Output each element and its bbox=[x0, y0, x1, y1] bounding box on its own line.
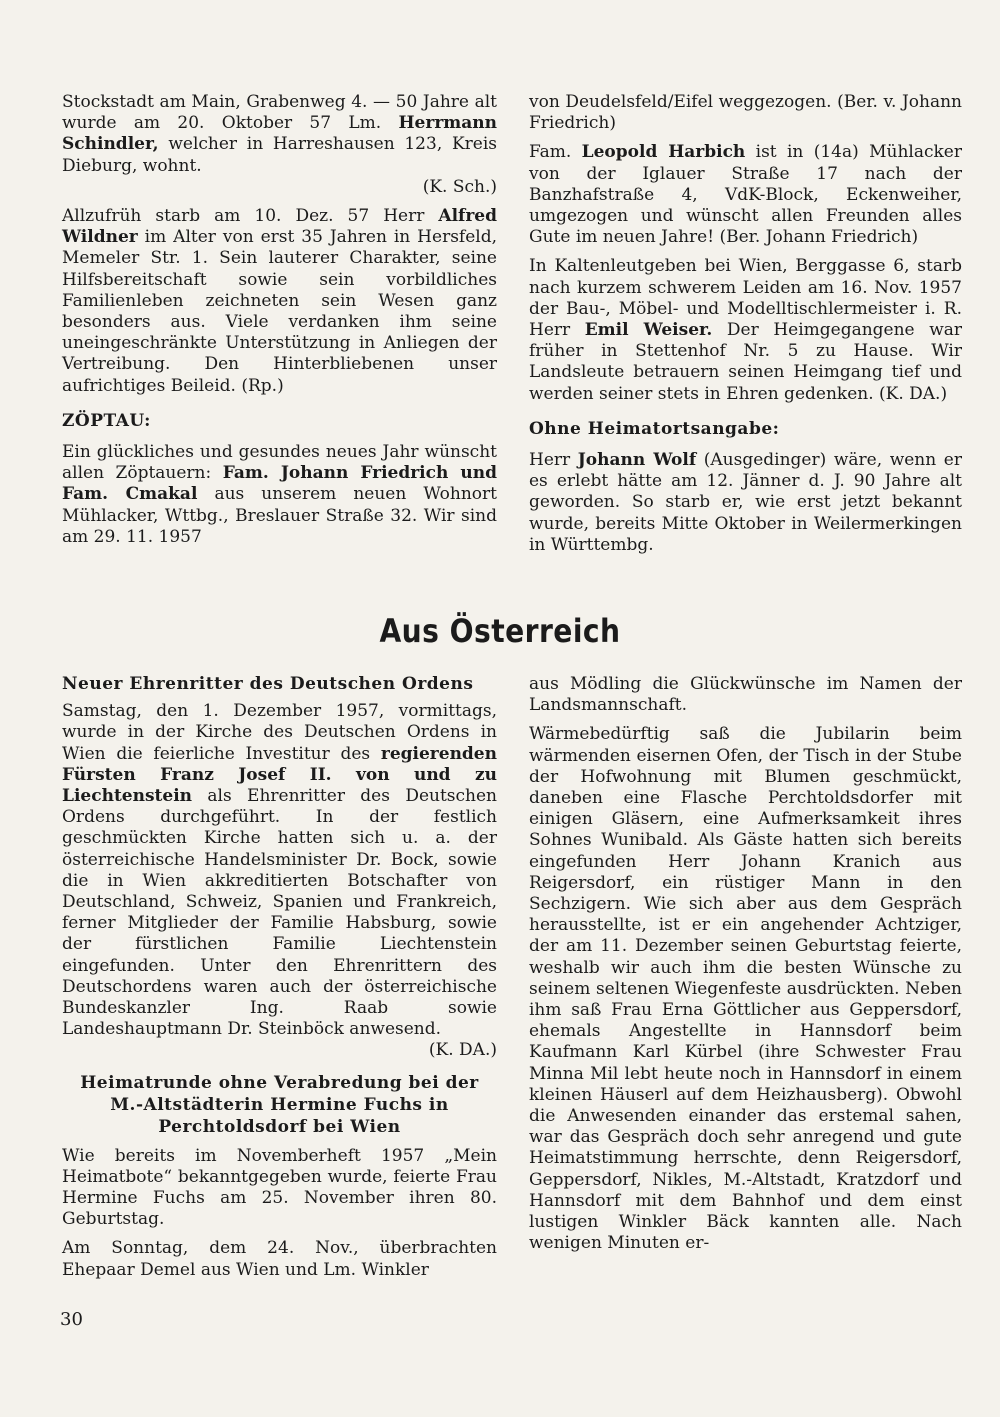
person-name: regierenden Fürsten Franz Josef II. von und zu Liechtenstein bbox=[62, 743, 497, 807]
text: Ein glückliches und gesundes neues Jahr wünscht allen Zöptauern: bbox=[62, 442, 497, 484]
paragraph-investitur bbox=[62, 701, 497, 1040]
heading-heimatrunde: Heimatrunde ohne Verabredung bei der M.-Altstädterin Hermine Fuchs in Perchtoldsdorf bei Wien bbox=[80, 1072, 479, 1137]
heading-ohne-heimatortsangabe: Ohne Heimatortsangabe: bbox=[529, 418, 780, 439]
heading-neuer-ehrenritter: Neuer Ehrenritter des Deutschen Ordens bbox=[62, 674, 474, 694]
text: aus unserem neuen Wohnort Mühlacker, Wttbg., Breslauer Straße 32. Wir sind am 29. 11. 1957 bbox=[62, 484, 497, 547]
person-name: Alfred Wildner bbox=[62, 206, 497, 248]
text: welcher in Harreshausen 123, Kreis Dieburg, wohnt. bbox=[62, 134, 497, 176]
paragraph-wolf bbox=[529, 450, 962, 556]
text: im Alter von erst 35 Jahren in Hersfeld, Memeler Str. 1. Sein lauterer Charakter, seine Hilfsbereitschaft sowie sein vorbildliches Familienleben zeichneten sein Wesen ganz besonders aus. Viele verdanken ihm seine uneingeschränkte Unterstützung in Anliegen der Vertreibung. Den Hinterbliebenen unser aufrichtiges Beileid. (Rp.) bbox=[62, 227, 497, 396]
paragraph-sonntag: Am Sonntag, dem 24. Nov., überbrachten Ehepaar Demel aus Wien und Lm. Winkler bbox=[62, 1238, 497, 1280]
paragraph-harbich bbox=[529, 142, 962, 248]
text: Allzufrüh starb am 10. Dez. 57 Herr bbox=[62, 206, 439, 227]
text: In Kaltenleutgeben bei Wien, Berggasse 6, starb nach kurzem schwerem Leiden am 16. Nov. 1957 der Bau-, Möbel- und Modelltischlermeister i. R. Herr bbox=[529, 256, 962, 341]
paragraph-jubilarin: Wärmebedürftig saß die Jubilarin beim wärmenden eisernen Ofen, der Tisch in der Stube der Hofwohnung mit Blumen geschmückt, daneben eine Flasche Perchtoldsdorfer mit einigen Gläsern, eine Aufmerksamkeit ihres Sohnes Wunibald. Als Gäste hatten sich bereits eingefunden Herr Johann Kranich aus Reigersdorf, ein rüstiger Mann in den Sechzigern. Wie sich aber aus dem Gespräch herausstellte, ist er ein angehender Achtziger, der am 11. Dezember seinen Geburtstag feierte, weshalb wir auch ihm die besten Wünsche zu seinem seltenen Wiegenfeste ausdrückten. Neben ihm saß Frau Erna Göttlicher aus Geppersdorf, ehemals Angestellte in Hannsdorf beim Kaufmann Karl Kürbel (ihre Schwester Frau Minna Mil lebt heute noch in Hannsdorf in einem kleinen Häuserl auf dem Heizhausberg). Obwohl die Anwesenden einander das erstemal sahen, war das Gespräch doch sehr anregend und gute Heimatstimmung herrschte, denn Reigersdorf, Geppersdorf, Nikles, M.-Altstadt, Kratzdorf und Hannsdorf mit dem Bahnhof und dem einst lustigen Winkler Bäck kannten alle. Nach wenigen Minuten er- bbox=[529, 724, 962, 1254]
text: Fam. bbox=[529, 142, 582, 163]
page-number: 30 bbox=[60, 1309, 83, 1330]
text: Samstag, den 1. Dezember 1957, vormittags, wurde in der Kirche des Deutschen Ordens in Wien die feierliche Investitur des bbox=[62, 701, 497, 764]
text: Stockstadt am Main, Grabenweg 4. — 50 Jahre alt wurde am 20. Oktober 57 Lm. bbox=[62, 92, 497, 134]
text: Herr bbox=[529, 450, 578, 471]
paragraph-schindler bbox=[62, 92, 497, 177]
text: (Ausgedinger) wäre, wenn er es erlebt hätte am 12. Jänner d. J. 90 Jahre alt geworden. So starb er, wie erst jetzt bekannt wurde, bereits Mitte Oktober in Weilermerkingen in Württembg. bbox=[529, 450, 962, 555]
person-name: Leopold Harbich bbox=[581, 142, 746, 163]
person-name: Herrmann Schindler, bbox=[62, 113, 497, 155]
paragraph-weiser bbox=[529, 256, 962, 404]
person-name: Emil Weiser. bbox=[584, 320, 713, 341]
paragraph-geburtstag: Wie bereits im Novemberheft 1957 „Mein Heimatbote“ bekanntgegeben wurde, feierte Frau Hermine Fuchs am 25. November ihren 80. Geburtstag. bbox=[62, 1145, 497, 1230]
paragraph-zoeptau-greeting bbox=[62, 442, 497, 548]
paragraph-deudelsfeld: von Deudelsfeld/Eifel weggezogen. (Ber. v. Johann Friedrich) bbox=[529, 92, 962, 134]
signature: (K. DA.) bbox=[428, 1040, 497, 1061]
column-4 bbox=[529, 674, 962, 1262]
heading-zoeptau: ZÖPTAU: bbox=[62, 410, 151, 431]
text: als Ehrenritter des Deutschen Ordens durchgeführt. In der festlich geschmückten Kirche hatten sich u. a. der österreichische Handelsminister Dr. Bock, sowie die in Wien akkreditierten Botschafter von Deutschland, Schweiz, Spanien und Frankreich, ferner Mitglieder der Familie Habsburg, sowie der fürstlichen Familie Liechtenstein eingefunden. Unter den Ehrenrittern des Deutschordens waren auch der österreichische Bundeskanzler Ing. Raab sowie Landeshauptmann Dr. Steinböck anwesend. bbox=[62, 786, 497, 1040]
column-1 bbox=[62, 92, 497, 556]
column-2 bbox=[529, 92, 962, 564]
person-name: Johann Wolf bbox=[577, 450, 697, 471]
text: ist in (14a) Mühlacker von der Iglauer Straße 17 nach der Banzhafstraße 4, VdK-Block, Eckenweiher, umgezogen und wünscht allen Freunden alles Gute im neuen Jahre! (Ber. Johann Friedrich) bbox=[529, 142, 962, 248]
paragraph-moedling: aus Mödling die Glückwünsche im Namen der Landsmannschaft. bbox=[529, 674, 962, 716]
person-name: Fam. Johann Friedrich und Fam. Cmakal bbox=[62, 463, 497, 505]
section-heading: Aus Österreich bbox=[379, 612, 621, 650]
text: Der Heimgegangene war früher in Stettenhof Nr. 5 zu Hause. Wir Landsleute betrauern seinen Heimgang tief und werden seiner stets in Ehren gedenken. (K. DA.) bbox=[529, 320, 963, 404]
column-3 bbox=[62, 674, 497, 1289]
signature: (K. Sch.) bbox=[422, 176, 497, 197]
paragraph-wildner bbox=[62, 206, 497, 397]
